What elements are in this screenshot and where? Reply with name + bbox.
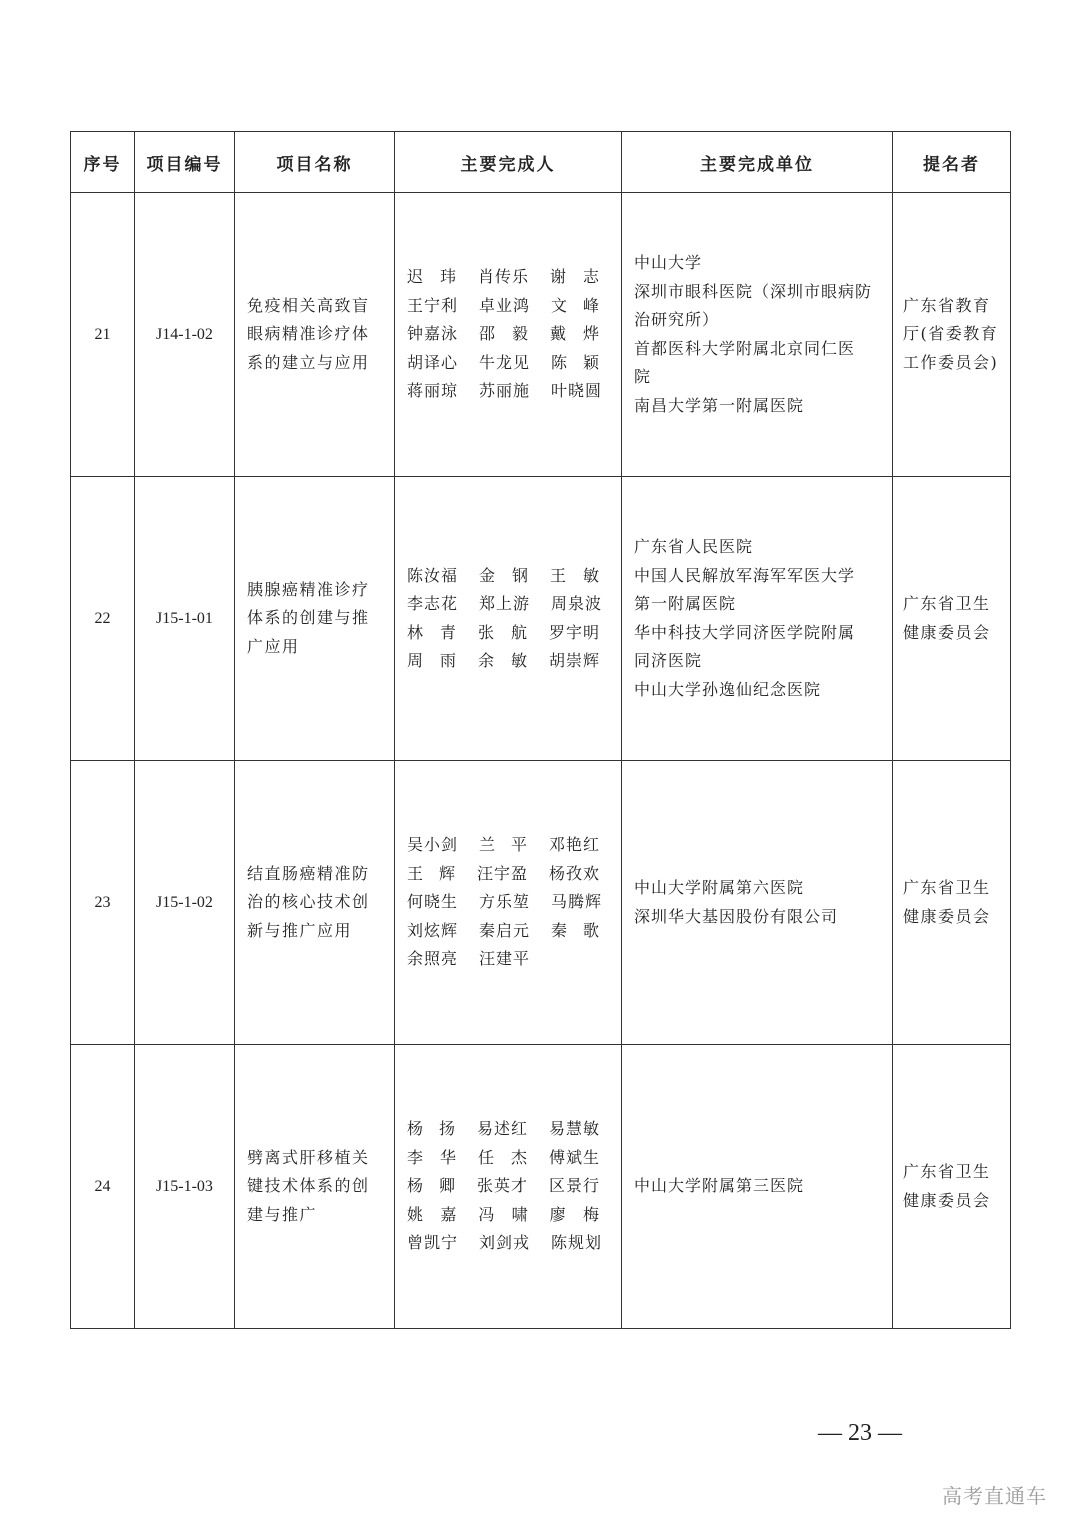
unit-line: 中山大学附属第三医院 (634, 1176, 805, 1196)
name-char: 扬 (438, 1119, 455, 1139)
name-char: 玮 (439, 267, 456, 287)
unit-line: 中山大学 (634, 253, 703, 272)
contributor-name: 陈汝福 (407, 565, 459, 585)
name-char: 烨 (582, 324, 599, 344)
contributor-name (407, 1201, 456, 1230)
header-code: 项目编号 (135, 132, 235, 193)
contributor-name: 钟嘉泳 (407, 324, 459, 344)
name-char: 余 (478, 651, 495, 670)
contributor-name: 余照亮 (407, 949, 459, 969)
name-char: 迟 (407, 267, 424, 287)
contributor-name: 牛龙见 (479, 352, 531, 372)
contributor-name: 方乐堃 (479, 892, 531, 912)
cell-units (622, 761, 893, 1045)
contributors-row (407, 1144, 621, 1173)
cell-project-name (235, 193, 395, 477)
header-index: 序号 (71, 132, 135, 193)
name-char: 李 (407, 1147, 424, 1167)
contributor-name: 杨孜欢 (549, 863, 601, 883)
cell-units (622, 1045, 893, 1329)
contributors-row (407, 1229, 621, 1258)
cell-project-name (235, 1045, 395, 1329)
name-char: 文 (551, 295, 568, 315)
contributor-name: 区景行 (549, 1176, 601, 1196)
contributor-name (551, 349, 599, 378)
contributors-row (407, 917, 621, 946)
cell-index: 24 (71, 1045, 135, 1329)
header-main-units: 主要完成单位 (622, 132, 893, 193)
project-name-line: 眼病精准诊疗体 (247, 324, 370, 344)
cell-nominator (893, 761, 1011, 1045)
contributor-name (551, 292, 599, 321)
contributor-name (407, 1172, 455, 1201)
contributor-name: 郑上游 (479, 594, 531, 613)
nominator-line: 广东省卫生 (903, 878, 991, 897)
name-char: 毅 (511, 324, 528, 344)
contributor-name: 叶晓圆 (551, 381, 603, 401)
contributor-name: 易慧敏 (549, 1119, 601, 1139)
contributor-name (550, 320, 599, 349)
contributor-name: 汪建平 (479, 949, 531, 969)
name-char: 敏 (510, 651, 527, 670)
name-char: 林 (407, 622, 424, 642)
cell-index: 23 (71, 761, 135, 1045)
name-char: 啸 (511, 1204, 528, 1224)
contributor-name (479, 831, 527, 860)
cell-index: 21 (71, 193, 135, 477)
contributors-row (407, 831, 621, 860)
contributor-name (550, 263, 599, 292)
contributor-name: 汪宇盈 (477, 863, 529, 883)
contributor-name: 吴小剑 (407, 835, 459, 855)
unit-line: 华中科技大学同济医学院附属 (634, 622, 856, 642)
contributor-name: 易述红 (477, 1119, 529, 1139)
name-char: 梅 (582, 1204, 599, 1224)
cell-code: J15-1-01 (135, 477, 235, 761)
nominator-line: 健康委员会 (903, 1190, 991, 1210)
contributor-name: 曾凯宁 (407, 1233, 459, 1253)
contributor-name: 苏丽施 (479, 381, 531, 401)
contributor-name (551, 917, 599, 946)
name-char: 廖 (549, 1204, 566, 1224)
name-char: 邵 (479, 324, 496, 344)
contributor-name: 卓业鸿 (479, 295, 531, 315)
name-char: 雨 (439, 651, 456, 670)
unit-line: 首都医科大学附属北京同仁医 (634, 338, 856, 358)
project-name-line: 广应用 (247, 636, 300, 656)
table-header-row (71, 132, 1011, 193)
contributor-name: 刘剑戎 (479, 1233, 531, 1253)
contributors-row (407, 590, 621, 619)
project-name-line: 胰腺癌精准诊疗 (247, 579, 370, 599)
project-name-line: 劈离式肝移植关 (247, 1147, 370, 1167)
name-char: 杰 (510, 1147, 527, 1167)
name-char: 秦 (551, 920, 568, 940)
nominator-line: 广东省卫生 (903, 1162, 991, 1181)
project-name-line: 免疫相关高致盲 (247, 295, 370, 315)
contributor-name: 马腾辉 (551, 892, 603, 912)
contributors-row (407, 320, 621, 349)
contributor-name: 陈规划 (551, 1233, 603, 1253)
name-char: 青 (439, 622, 456, 642)
contributor-name (478, 1201, 527, 1230)
nominator-line: 健康委员会 (903, 906, 991, 926)
name-char: 王 (550, 565, 567, 585)
name-char: 辉 (438, 863, 455, 883)
project-name-line: 体系的创建与推 (247, 608, 370, 628)
contributor-name (479, 562, 528, 591)
nominator-line: 工作委员会) (903, 352, 999, 372)
cell-code: J14-1-02 (135, 193, 235, 477)
cell-nominator (893, 477, 1011, 761)
name-char: 卿 (438, 1176, 455, 1196)
contributor-name: 张英才 (477, 1176, 529, 1196)
contributor-name (407, 1144, 456, 1173)
name-char: 钢 (511, 565, 528, 585)
contributor-name: 胡崇辉 (549, 651, 601, 670)
cell-contributors (395, 193, 622, 477)
unit-line: 中山大学附属第六医院 (634, 878, 805, 897)
cell-contributors (395, 477, 622, 761)
name-char: 嘉 (440, 1204, 457, 1224)
unit-line: 院 (634, 367, 652, 386)
name-char: 杨 (407, 1119, 424, 1139)
contributor-name: 秦启元 (479, 920, 531, 940)
watermark: 高考直通车 (942, 1484, 1047, 1508)
table-row (71, 1045, 1011, 1329)
contributors-row (407, 1172, 621, 1201)
contributor-name: 肖传乐 (478, 267, 530, 287)
cell-contributors (395, 1045, 622, 1329)
unit-line: 同济医院 (634, 651, 703, 670)
unit-line: 深圳华大基因股份有限公司 (634, 906, 839, 926)
contributor-name (478, 647, 527, 676)
name-char: 峰 (582, 295, 599, 315)
header-nominator: 提名者 (893, 132, 1011, 193)
awards-table (70, 131, 1011, 1329)
header-main-contributors: 主要完成人 (395, 132, 622, 193)
project-name-line: 新与推广应用 (247, 920, 353, 940)
contributor-name: 刘炫辉 (407, 920, 459, 940)
contributor-name: 罗宇明 (549, 622, 601, 642)
name-char: 志 (582, 267, 599, 287)
unit-line: 中国人民解放军海军军医大学 (634, 565, 856, 585)
name-char: 陈 (551, 352, 568, 372)
cell-index: 22 (71, 477, 135, 761)
unit-line: 南昌大学第一附属医院 (634, 395, 805, 415)
name-char: 谢 (550, 267, 567, 287)
contributors-row (407, 377, 621, 406)
contributor-name: 李志花 (407, 594, 459, 613)
project-name-line: 建与推广 (247, 1204, 318, 1224)
cell-code: J15-1-03 (135, 1045, 235, 1329)
contributor-name (479, 320, 528, 349)
name-char: 航 (510, 622, 527, 642)
contributors-row (407, 619, 621, 648)
cell-nominator (893, 1045, 1011, 1329)
contributor-name (407, 860, 455, 889)
contributor-name (407, 1115, 455, 1144)
unit-line: 第一附属医院 (634, 594, 737, 613)
name-char: 颖 (582, 352, 599, 372)
name-char: 姚 (407, 1204, 424, 1224)
name-char: 周 (407, 651, 424, 670)
contributor-name: 邓艳红 (549, 835, 601, 855)
name-char: 平 (510, 835, 527, 855)
contributors-row (407, 349, 621, 378)
nominator-line: 广东省卫生 (903, 594, 991, 613)
cell-project-name (235, 761, 395, 1045)
contributor-name: 傅斌生 (549, 1147, 601, 1167)
project-name-line: 系的建立与应用 (247, 352, 370, 372)
cell-contributors (395, 761, 622, 1045)
name-char: 王 (407, 863, 424, 883)
project-name-line: 键技术体系的创 (247, 1176, 370, 1196)
name-char: 兰 (479, 835, 496, 855)
contributor-name (478, 619, 527, 648)
contributor-name: 王宁利 (407, 295, 459, 315)
header-project-name: 项目名称 (235, 132, 395, 193)
contributor-name (550, 1201, 599, 1230)
name-char: 戴 (550, 324, 567, 344)
contributors-row (407, 1201, 621, 1230)
cell-nominator (893, 193, 1011, 477)
contributor-name (478, 1144, 527, 1173)
name-char: 任 (478, 1147, 495, 1167)
nominator-line: 广东省教育 (903, 295, 991, 315)
name-char: 杨 (407, 1176, 424, 1196)
name-char: 张 (478, 622, 495, 642)
table-row (71, 193, 1011, 477)
contributors-row (407, 1115, 621, 1144)
contributors-row (407, 562, 621, 591)
contributor-name: 周泉波 (551, 594, 603, 613)
contributors-row (407, 860, 621, 889)
contributor-name (407, 647, 456, 676)
contributors-row (407, 888, 621, 917)
contributors-row (407, 292, 621, 321)
table-row (71, 761, 1011, 1045)
name-char: 金 (479, 565, 496, 585)
contributor-name: 蒋丽琼 (407, 381, 459, 401)
cell-code: J15-1-02 (135, 761, 235, 1045)
name-char: 华 (439, 1147, 456, 1167)
contributor-name (550, 562, 599, 591)
unit-line: 广东省人民医院 (634, 537, 754, 556)
nominator-line: 厅(省委教育 (903, 324, 999, 344)
unit-line: 中山大学孙逸仙纪念医院 (634, 679, 822, 699)
unit-line: 深圳市眼科医院（深圳市眼病防 (634, 281, 873, 301)
contributors-row (407, 945, 621, 974)
contributors-row (407, 263, 621, 292)
name-char: 歌 (582, 920, 599, 940)
table-row (71, 477, 1011, 761)
project-name-line: 结直肠癌精准防 (247, 863, 370, 883)
page-number: — 23 — (818, 1420, 902, 1446)
contributor-name (407, 619, 456, 648)
project-name-line: 治的核心技术创 (247, 892, 370, 912)
contributor-name: 何晓生 (407, 892, 459, 912)
contributors-row (407, 647, 621, 676)
nominator-line: 健康委员会 (903, 622, 991, 642)
cell-units (622, 193, 893, 477)
contributor-name (551, 945, 599, 974)
name-char: 冯 (478, 1204, 495, 1224)
contributor-name (407, 263, 456, 292)
contributor-name: 胡译心 (407, 352, 459, 372)
unit-line: 治研究所） (634, 310, 720, 329)
cell-units (622, 477, 893, 761)
name-char: 敏 (582, 565, 599, 585)
cell-project-name (235, 477, 395, 761)
